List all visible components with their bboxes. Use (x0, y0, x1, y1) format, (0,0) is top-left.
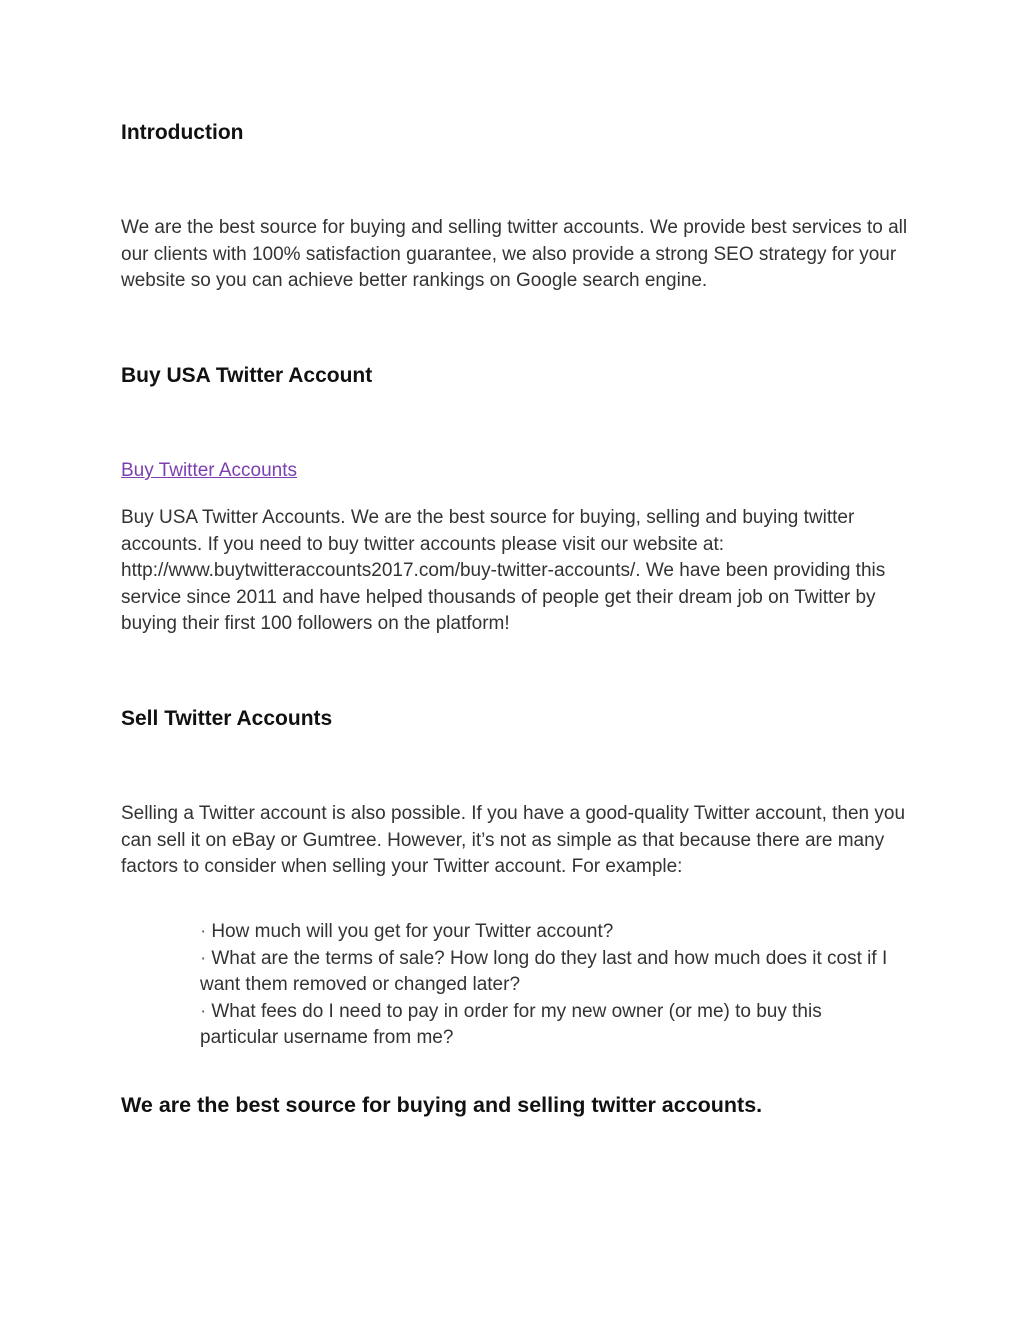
list-item-text: What are the terms of sale? How long do they last and how much does it cost if I want them removed or changed later? (200, 947, 888, 995)
sell-paragraph: Selling a Twitter account is also possible. If you have a good-quality Twitter account, then you can sell it on eBay or Gumtree. However, it’s not as simple as that because there are many factors to consider when selling your Twitter account. For example: (121, 803, 906, 877)
list-item (200, 946, 905, 999)
buy-twitter-accounts-link[interactable]: Buy Twitter Accounts (121, 460, 298, 481)
bullet-marker: · (200, 947, 207, 969)
sell-considerations-list (200, 919, 905, 1052)
introduction-heading: Introduction (121, 121, 244, 144)
closing-statement: We are the best source for buying and selling twitter accounts. (121, 1093, 763, 1117)
list-item (200, 919, 905, 946)
list-item (200, 999, 905, 1052)
list-item-text: What fees do I need to pay in order for my new owner (or me) to buy this particular username from me? (200, 1000, 822, 1048)
bullet-marker: · (200, 921, 207, 942)
list-item-text: How much will you get for your Twitter account? (211, 921, 614, 942)
buy-usa-heading: Buy USA Twitter Account (121, 364, 373, 387)
buy-usa-paragraph: Buy USA Twitter Accounts. We are the best source for buying, selling and buying twitter accounts. If you need to buy twitter accounts please visit our website at: http://www.buytwitteraccounts2017.com/buy-twitter-accounts/. We have been providing this service since 2011 and have helped thousands of people get their dream job on Twitter by buying their first 100 followers on the platform! (121, 507, 886, 634)
bullet-marker: · (200, 1000, 207, 1022)
introduction-paragraph: We are the best source for buying and selling twitter accounts. We provide best services to all our clients with 100% satisfaction guarantee, we also provide a strong SEO strategy for your website so you can achieve better rankings on Google search engine. (121, 217, 908, 291)
sell-heading: Sell Twitter Accounts (121, 707, 333, 730)
